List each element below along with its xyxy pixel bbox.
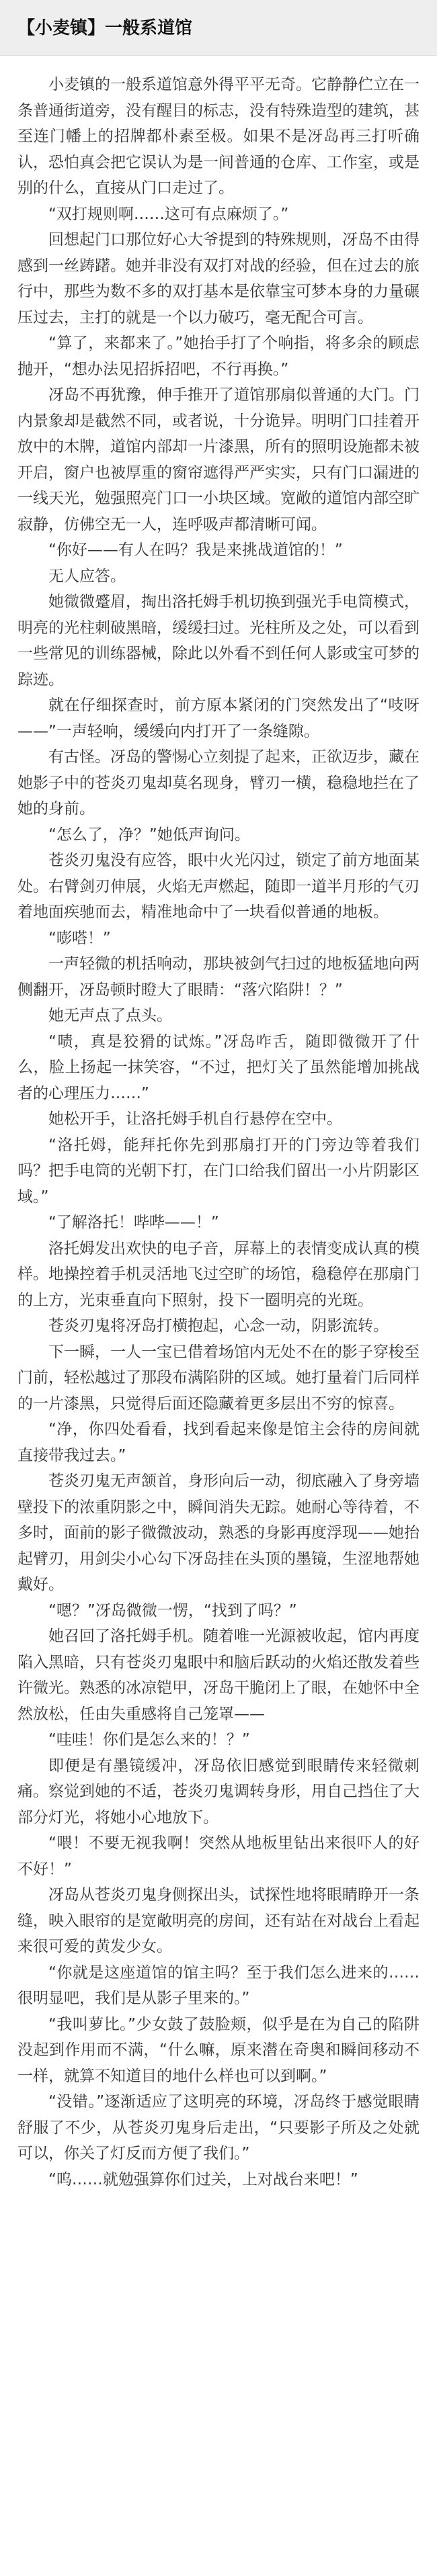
chapter-title: 【小麦镇】一般系道馆 [17, 18, 193, 38]
paragraph: “没错。”逐渐适应了这明亮的环境，冴岛终于感觉眼睛舒服了不少，从苍炎刃鬼身后走出，“只要影子所及之处就可以，你关了灯反而方便了我们。” [17, 2093, 420, 2162]
paragraph: 苍炎刃鬼无声颔首，身形向后一动，彻底融入了身旁墙壁投下的浓重阴影之中，瞬间消失无踪。她耐心等待着，不多时，面前的影子微微波动，熟悉的身影再度浮现——她抬起臂刃，用剑尖小心勾下冴岛挂在头顶的墨镜，生涩地帮她戴好。 [17, 1472, 420, 1593]
paragraph: 即便是有墨镜缓冲，冴岛依旧感觉到眼睛传来轻微刺痛。察觉到她的不适，苍炎刃鬼调转身形，用自己挡住了大部分灯光，将她小心地放下。 [17, 1757, 420, 1826]
paragraph: 冴岛从苍炎刃鬼身侧探出头，试探性地将眼睛睁开一条缝，映入眼帘的是宽敞明亮的房间，还有站在对战台上看起来很可爱的黄发少女。 [17, 1886, 420, 1955]
article-body [0, 56, 437, 2192]
paragraph: “怎么了，净？”她低声询问。 [48, 826, 250, 844]
paragraph: “净，你四处看看，找到看起来像是馆主会待的房间就直接带我过去。” [17, 1421, 420, 1464]
paragraph: “我叫萝比。”少女鼓了鼓脸颊，似乎是在为自己的陷阱没起到作用而不满，“什么嘛，原来潜在奇奥和瞬间移动不一样，就算不知道目的地什么样也可以到啊。” [17, 2015, 420, 2085]
chapter-header [0, 0, 437, 56]
paragraph: “洛托姆，能拜托你先到那扇打开的门旁边等着我们吗？把手电筒的光朝下打，在门口给我们留出一小片阴影区域。” [17, 1136, 420, 1206]
paragraph: “啧，真是狡猾的试炼。”冴岛咋舌，随即微微开了什么，脸上扬起一抹笑容，“不过，把灯关了虽然能增加挑战者的心理压力……” [17, 1032, 420, 1102]
paragraph: 回想起门口那位好心大爷提到的特殊规则，冴岛不由得感到一丝踌躇。她并非没有双打对战的经验，但在过去的旅行中，那些为数不多的双打基本是依靠宝可梦本身的力量碾压过去，主打的就是一个以力破巧，毫无配合可言。 [17, 231, 420, 326]
paragraph: 冴岛不再犹豫，伸手推开了道馆那扇似普通的大门。门内景象却是截然不同，或者说，十分诡异。明明门口挂着开放中的木牌，道馆内部却一片漆黑，所有的照明设施都未被开启，窗户也被厚重的窗帘遮得严严实实，只有门口漏进的一线天光，勉强照亮门口一小块区域。宽敞的道馆内部空旷寂静，仿佛空无一人，连呼吸声都清晰可闻。 [17, 386, 420, 533]
paragraph: “喂！不要无视我啊！突然从地板里钻出来很吓人的好不好！” [17, 1834, 420, 1878]
paragraph: “嗯？”冴岛微微一愣，“找到了吗？” [48, 1601, 297, 1619]
paragraph: “呜……就勉强算你们过关，上对战台来吧！” [48, 2170, 358, 2188]
paragraph: “算了，来都来了。”她抬手打了个响指，将多余的顾虑抛开，“想办法见招拆招吧，不行再换。” [17, 335, 420, 378]
paragraph: 苍炎刃鬼将冴岛打横抱起，心念一动，阴影流转。 [48, 1317, 389, 1335]
paragraph: “哇哇！你们是怎么来的！？” [48, 1731, 250, 1748]
paragraph: 下一瞬，一人一宝已借着场馆内无处不在的影子穿梭至门前，轻松越过了那段布满陷阱的区域。她打量着门后同样的一片漆黑，只觉得后面还隐藏着更多层出不穷的惊喜。 [17, 1343, 420, 1413]
paragraph: 她微微蹙眉，掏出洛托姆手机切换到强光手电筒模式，明亮的光柱刺破黑暗，缓缓扫过。光柱所及之处，可以看到一些常见的训练器械，除此以外看不到任何人影或宝可梦的踪迹。 [17, 593, 420, 689]
paragraph: 无人应答。 [48, 567, 126, 585]
paragraph: “你就是这座道馆的馆主吗？至于我们怎么进来的……很明显吧，我们是从影子里来的。” [17, 1963, 420, 2007]
paragraph: 她召回了洛托姆手机。随着唯一光源被收起，馆内再度陷入黑暗，只有苍炎刃鬼眼中和脑后跃动的火焰还散发着些许微光。熟悉的冰凉铠甲，冴岛干脆闭上了眼，在她怀中全然放松，任由失重感将自己笼罩—— [17, 1628, 420, 1723]
paragraph: “了解洛托！哔哔——！” [48, 1214, 219, 1231]
paragraph: 苍炎刃鬼没有应答，眼中火光闪过，锁定了前方地面某处。右臂剑刃伸展，火焰无声燃起，随即一道半月形的气刃着地面疾驰而去，精准地命中了一块看似普通的地板。 [17, 852, 420, 921]
paragraph: “嘭嗒！” [48, 929, 111, 947]
paragraph: 她无声点了点头。 [48, 1007, 172, 1024]
paragraph: “你好——有人在吗？我是来挑战道馆的！” [48, 541, 343, 559]
paragraph: “双打规则啊……这可有点麻烦了。” [48, 205, 289, 223]
paragraph: 有古怪。冴岛的警惕心立刻提了起来，正欲迈步，藏在她影子中的苍炎刃鬼却莫名现身，臂刃一横，稳稳地拦在了她的身前。 [17, 748, 420, 817]
paragraph: 就在仔细探查时，前方原本紧闭的门突然发出了“吱呀——”一声轻响，缓缓向内打开了一条缝隙。 [17, 697, 420, 740]
paragraph: 洛托姆发出欢快的电子音，屏幕上的表情变成认真的模样。地操控着手机灵活地飞过空旷的场馆，稳稳停在那扇门的上方，光束垂直向下照射，投下一圈明亮的光斑。 [17, 1239, 420, 1309]
paragraph: 一声轻微的机括响动，那块被剑气扫过的地板猛地向两侧翻开，冴岛顿时瞪大了眼睛：“落穴陷阱！？” [17, 955, 420, 999]
paragraph: 她松开手，让洛托姆手机自行悬停在空中。 [48, 1110, 342, 1128]
paragraph: 小麦镇的一般系道馆意外得平平无奇。它静静伫立在一条普通街道旁，没有醒目的标志，没有特殊造型的建筑，甚至连门幡上的招牌都朴素至极。如果不是冴岛再三打听确认，恐怕真会把它误认为是一间普通的仓库、工作室，或是别的什么，直接从门口走过了。 [17, 76, 420, 197]
